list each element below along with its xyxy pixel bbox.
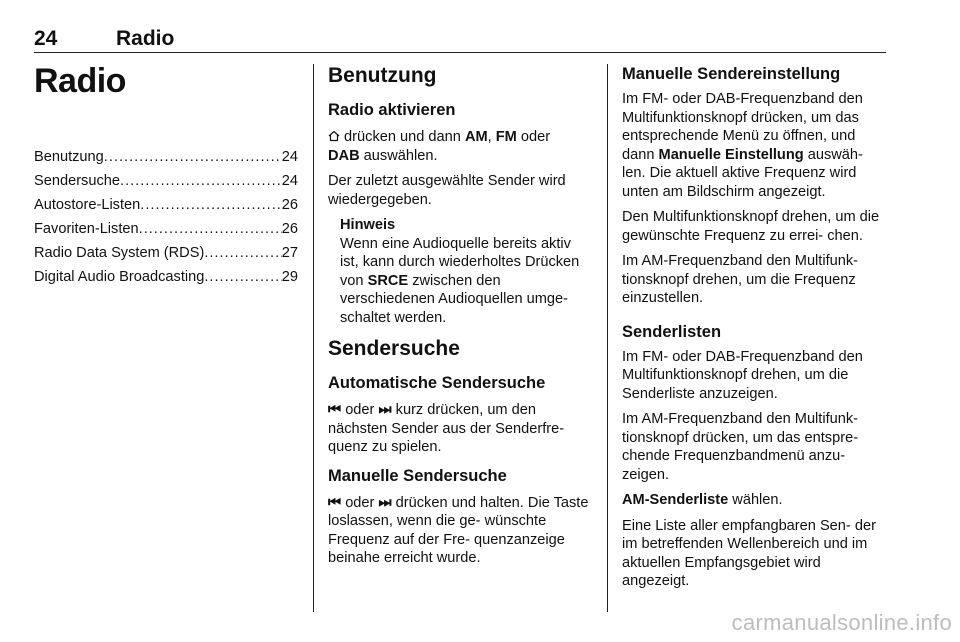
heading-automatic-search: Automatische Sendersuche	[328, 374, 546, 392]
paragraph-am-list: AM-Senderliste wählen.	[622, 492, 783, 508]
toc-entry[interactable]: Benutzung ..... 24	[34, 145, 298, 169]
toc-entry[interactable]: Favoriten-Listen ..... 26	[34, 217, 298, 241]
prev-track-icon: ⏮	[328, 402, 342, 418]
prev-track-icon: ⏮	[328, 494, 342, 511]
toc-entry[interactable]: Autostore-Listen ..... 26	[34, 193, 298, 217]
paragraph-activate: drücken und dann AM, FM oder DAB auswählen.	[328, 129, 551, 164]
toc-entry[interactable]: Digital Audio Broadcasting ..... 29	[34, 265, 298, 289]
table-of-contents	[34, 145, 298, 289]
section-title: Radio	[34, 62, 126, 100]
paragraph-list-info: Eine Liste aller empfangbaren Sen- der im betreffenden Wellenbereich und im aktuellen Empfangsgebiet wird angezeigt.	[622, 517, 876, 589]
note-box	[340, 216, 591, 327]
toc-entry[interactable]: Radio Data System (RDS) ..... 27	[34, 241, 298, 265]
heading-benutzung: Benutzung	[328, 64, 437, 87]
next-track-icon: ⏭	[378, 494, 392, 511]
manual-tuning-column	[622, 62, 888, 598]
note-text: Wenn eine Audioquelle bereits aktiv ist, kann durch wiederholtes Drücken von SRCE zwischen den verschiedenen Audioquellen umge- schaltet werden.	[340, 235, 580, 326]
paragraph-manual-setting: Im FM- oder DAB-Frequenzband den Multifunktionsknopf drücken, um das entsprechende Menü zu öffnen, und dann Manuelle Einstellung auswäh- len. Die aktuell aktive Frequenz wird unten am Bildschirm angezeigt.	[622, 91, 863, 200]
heading-senderlisten: Senderlisten	[622, 322, 722, 341]
toc-column	[34, 62, 298, 289]
next-track-icon: ⏭	[378, 402, 392, 418]
paragraph-turn-knob: Den Multifunktionsknopf drehen, um die gewünschte Frequenz zu errei- chen.	[622, 209, 880, 244]
header-rule	[34, 52, 886, 53]
usage-column	[328, 62, 591, 575]
heading-manual-search: Manuelle Sendersuche	[328, 466, 507, 485]
paragraph-am-band: Im AM-Frequenzband den Multifunk- tionsknopf drehen, um die Frequenz einzustellen.	[622, 253, 859, 306]
paragraph-am-menu: Im AM-Frequenzband den Multifunk- tionsknopf drücken, um das entspre- chende Frequenzbandmenü anzu- zeigen.	[622, 411, 859, 483]
paragraph-manual-search: ⏮ oder ⏭ drücken und halten. Die Taste loslassen, wenn die ge- wünschte Frequenz auf der Fre- quenzanzeige beinahe erreicht wurde.	[328, 494, 589, 566]
watermark: carmanualsonline.info	[731, 610, 952, 635]
paragraph-auto-search: ⏮ oder ⏭ kurz drücken, um den nächsten Sender aus der Senderfre- quenz zu spielen.	[328, 402, 565, 455]
heading-sendersuche: Sendersuche	[328, 337, 460, 360]
heading-radio-aktivieren: Radio aktivieren	[328, 101, 456, 119]
home-icon	[328, 130, 340, 142]
note-heading: Hinweis	[340, 217, 396, 233]
column-divider-2	[607, 64, 608, 612]
page-number: 24	[34, 27, 58, 50]
column-divider-1	[313, 64, 314, 612]
toc-entry[interactable]: Sendersuche ..... 24	[34, 169, 298, 193]
chapter-title: Radio	[116, 27, 175, 50]
page-header	[34, 27, 886, 51]
paragraph-station-list: Im FM- oder DAB-Frequenzband den Multifunktionsknopf drehen, um die Senderliste anzuzeigen.	[622, 348, 863, 402]
heading-manual-setting: Manuelle Sendereinstellung	[622, 65, 841, 83]
paragraph-last-station: Der zuletzt ausgewählte Sender wird wiedergegeben.	[328, 173, 566, 208]
